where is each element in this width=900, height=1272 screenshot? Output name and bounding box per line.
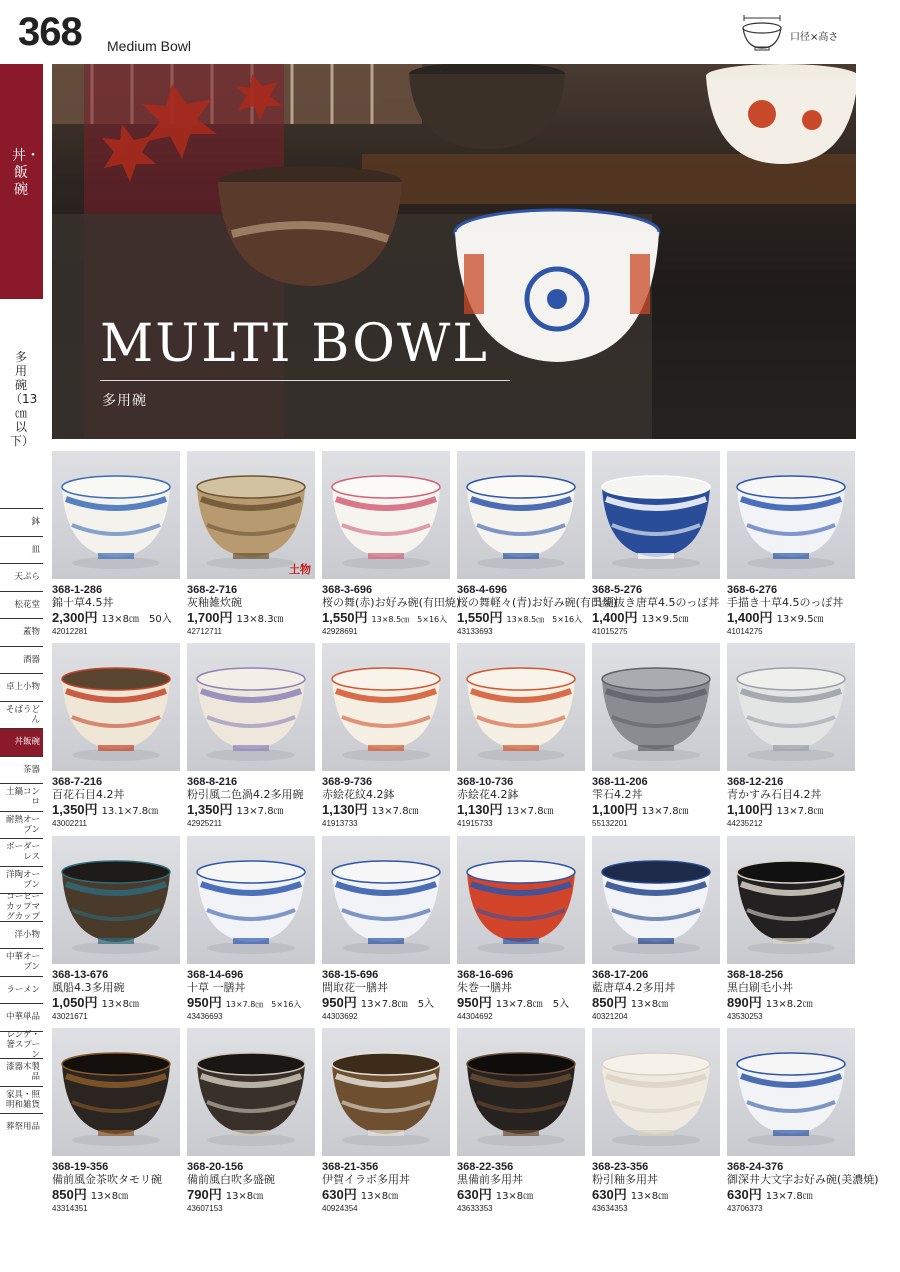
product-photo — [592, 836, 720, 964]
page-title: Medium Bowl — [107, 38, 192, 54]
index-item[interactable]: 酒器 — [0, 646, 43, 674]
product-code: 368-10-736 — [457, 776, 514, 788]
product-photo — [187, 836, 315, 964]
product-price: 1,100円 — [592, 802, 638, 817]
product-code: 368-18-256 — [727, 969, 784, 981]
product-card[interactable] — [592, 836, 720, 1022]
product-spec: 13×8.2㎝ — [765, 999, 813, 1010]
product-photo — [727, 836, 855, 964]
product-photo — [592, 643, 720, 771]
product-photo — [322, 836, 450, 964]
product-spec: 13×8㎝ 50入 — [101, 614, 172, 625]
dimension-legend — [740, 14, 860, 54]
product-card[interactable] — [322, 451, 461, 637]
product-photo — [592, 1028, 720, 1156]
product-price: 2,300円 — [52, 610, 98, 625]
product-code: 368-20-156 — [187, 1161, 244, 1173]
product-name: 百花石目4.2丼 — [52, 788, 125, 801]
product-name: 備前風金茶吹タモリ碗 — [52, 1173, 162, 1186]
product-jan: 41915733 — [457, 819, 493, 828]
product-card[interactable] — [52, 836, 180, 1022]
product-name: 朱巻一膳丼 — [457, 981, 512, 994]
product-jan: 42012281 — [52, 627, 88, 636]
index-item[interactable]: 家具・照明和雑貨 — [0, 1086, 43, 1114]
index-item[interactable]: 漆器木製品 — [0, 1058, 43, 1086]
product-price: 1,050円 — [52, 995, 98, 1010]
price-row — [322, 994, 450, 1012]
product-price: 950円 — [322, 995, 357, 1010]
product-code: 368-13-676 — [52, 969, 109, 981]
product-card[interactable] — [727, 451, 855, 637]
product-spec: 13×8㎝ — [225, 1191, 264, 1202]
product-card[interactable] — [592, 643, 720, 829]
index-item[interactable]: そばうどん — [0, 701, 43, 729]
hero-photo — [52, 64, 856, 439]
product-price: 630円 — [322, 1187, 357, 1202]
product-name: 桜の舞(赤)お好み碗(有田焼) — [322, 596, 461, 609]
product-name: 雫石4.2丼 — [592, 788, 643, 801]
category-tab[interactable] — [0, 64, 43, 299]
index-item[interactable]: 葬祭用品 — [0, 1113, 43, 1141]
product-spec: 13×8.5㎝ 5×16入 — [371, 615, 448, 624]
product-name: 間取花一膳丼 — [322, 981, 388, 994]
product-card[interactable] — [187, 643, 315, 829]
product-price: 630円 — [727, 1187, 762, 1202]
price-row — [52, 994, 180, 1012]
hero-title: MULTI BOWL — [100, 314, 489, 374]
index-item[interactable]: 丼飯碗 — [0, 728, 43, 756]
product-jan: 40321204 — [592, 1012, 628, 1021]
product-jan: 41015275 — [592, 627, 628, 636]
product-spec: 13×9.5㎝ — [776, 614, 824, 625]
product-jan: 43021671 — [52, 1012, 88, 1021]
product-card[interactable] — [592, 451, 720, 637]
index-item[interactable]: 天ぷら — [0, 563, 43, 591]
product-photo — [52, 451, 180, 579]
product-code: 368-22-356 — [457, 1161, 514, 1173]
index-item[interactable]: 松花堂 — [0, 591, 43, 619]
product-card[interactable] — [592, 1028, 720, 1214]
price-row — [187, 609, 315, 627]
product-photo — [457, 643, 585, 771]
index-item[interactable]: 皿 — [0, 536, 43, 564]
product-name: 呉須抜き唐草4.5のっぽ丼 — [592, 596, 720, 609]
product-photo — [727, 643, 855, 771]
price-row — [592, 1186, 720, 1204]
product-card[interactable] — [457, 836, 585, 1022]
product-jan: 40924354 — [322, 1204, 358, 1213]
product-spec: 13×8㎝ — [630, 1191, 669, 1202]
product-code: 368-17-206 — [592, 969, 649, 981]
product-code: 368-15-696 — [322, 969, 379, 981]
price-row — [457, 994, 585, 1012]
product-jan: 42712711 — [187, 627, 222, 636]
price-row — [457, 801, 585, 819]
index-item[interactable]: 鉢 — [0, 508, 43, 536]
product-code: 368-8-216 — [187, 776, 238, 788]
product-card[interactable] — [322, 836, 450, 1022]
product-price: 1,350円 — [187, 802, 233, 817]
product-name: 藍唐草4.2多用丼 — [592, 981, 676, 994]
product-code: 368-14-696 — [187, 969, 244, 981]
product-card[interactable] — [727, 836, 855, 1022]
dimension-legend-label: 口径×高さ — [790, 32, 839, 43]
product-name: 風船4.3多用碗 — [52, 981, 125, 994]
product-card[interactable] — [322, 1028, 450, 1214]
product-spec: 13×7.8㎝ — [371, 806, 419, 817]
category-index — [0, 508, 43, 1141]
product-price: 850円 — [52, 1187, 87, 1202]
index-item[interactable]: ボーダーレス — [0, 838, 43, 866]
index-item[interactable]: ラーメン — [0, 976, 43, 1004]
product-name: 桜の舞軽々(青)お好み碗(有田焼) — [457, 596, 618, 609]
product-spec: 13×8㎝ — [101, 999, 140, 1010]
product-name: 御深井大文字お好み碗(美濃焼) — [727, 1173, 879, 1186]
product-price: 790円 — [187, 1187, 222, 1202]
price-row — [727, 609, 855, 627]
product-jan: 43706373 — [727, 1204, 763, 1213]
product-jan: 43607153 — [187, 1204, 223, 1213]
index-item[interactable]: 耐熱オーブン — [0, 811, 43, 839]
product-jan: 42925211 — [187, 819, 222, 828]
product-photo — [457, 1028, 585, 1156]
product-photo — [52, 836, 180, 964]
product-code: 368-5-276 — [592, 584, 643, 596]
product-photo — [592, 451, 720, 579]
product-jan: 44304692 — [457, 1012, 493, 1021]
product-jan: 43634353 — [592, 1204, 628, 1213]
index-item[interactable]: 土鍋コンロ — [0, 783, 43, 811]
product-code: 368-7-216 — [52, 776, 103, 788]
product-photo — [52, 1028, 180, 1156]
product-name: 十草 一膳丼 — [187, 981, 246, 994]
product-card[interactable] — [457, 643, 585, 829]
product-photo — [187, 643, 315, 771]
product-price: 950円 — [187, 995, 222, 1010]
product-name: 手描き十草4.5のっぽ丼 — [727, 596, 844, 609]
hero-divider — [100, 380, 510, 381]
product-card[interactable] — [52, 643, 180, 829]
index-item[interactable]: 中華オーブン — [0, 948, 43, 976]
product-jan: 41014275 — [727, 627, 763, 636]
product-spec: 13×9.5㎝ — [641, 614, 689, 625]
product-price: 1,350円 — [52, 802, 98, 817]
product-card[interactable] — [187, 836, 315, 1022]
product-name: 錦十草4.5丼 — [52, 596, 114, 609]
product-photo — [52, 643, 180, 771]
product-card[interactable] — [727, 1028, 879, 1214]
product-jan: 44303692 — [322, 1012, 358, 1021]
index-item[interactable]: 中華単品 — [0, 1003, 43, 1031]
product-code: 368-12-216 — [727, 776, 784, 788]
product-code: 368-23-356 — [592, 1161, 649, 1173]
index-item[interactable]: 洋陶オーブン — [0, 866, 43, 894]
hero-subtitle: 多用碗 — [102, 393, 147, 409]
product-photo — [727, 1028, 855, 1156]
page-number: 368 — [18, 10, 82, 54]
price-row — [187, 801, 315, 819]
product-photo — [457, 451, 585, 579]
product-jan: 43436693 — [187, 1012, 223, 1021]
product-jan: 55132201 — [592, 819, 628, 828]
product-jan: 41913733 — [322, 819, 358, 828]
product-jan: 43530253 — [727, 1012, 763, 1021]
price-row — [187, 994, 315, 1012]
index-item[interactable]: コーヒーカップマグカップ — [0, 893, 43, 921]
product-code: 368-6-276 — [727, 584, 778, 596]
product-spec: 13×7.8㎝ 5入 — [495, 999, 570, 1010]
price-row — [727, 801, 855, 819]
product-code: 368-16-696 — [457, 969, 514, 981]
price-row — [592, 994, 720, 1012]
product-price: 1,130円 — [322, 802, 368, 817]
price-row — [457, 609, 585, 627]
subcategory-label: 多用碗（13㎝以下） — [10, 350, 38, 448]
product-spec: 13×8㎝ — [495, 1191, 534, 1202]
product-spec: 13×7.8㎝ — [765, 1191, 813, 1202]
product-price: 950円 — [457, 995, 492, 1010]
product-jan: 44235212 — [727, 819, 763, 828]
product-price: 1,130円 — [457, 802, 503, 817]
product-price: 850円 — [592, 995, 627, 1010]
index-item[interactable]: レンゲ・箸スプーン — [0, 1031, 43, 1059]
product-photo — [187, 1028, 315, 1156]
product-spec: 13×7.8㎝ 5入 — [360, 999, 435, 1010]
product-price: 1,400円 — [592, 610, 638, 625]
product-name: 赤絵花紋4.2鉢 — [322, 788, 395, 801]
price-row — [322, 1186, 450, 1204]
price-row — [187, 1186, 315, 1204]
product-name: 灰釉雑炊碗 — [187, 596, 242, 609]
price-row — [592, 609, 720, 627]
product-spec: 13×8.3㎝ — [236, 614, 284, 625]
price-row — [727, 994, 855, 1012]
product-spec: 13×7.8㎝ 5×16入 — [225, 1000, 302, 1009]
product-card[interactable] — [52, 1028, 180, 1214]
product-photo — [322, 451, 450, 579]
product-code: 368-3-696 — [322, 584, 373, 596]
product-code: 368-21-356 — [322, 1161, 379, 1173]
product-name: 粉引釉多用丼 — [592, 1173, 658, 1186]
product-photo — [187, 451, 315, 579]
product-jan: 42928691 — [322, 627, 358, 636]
product-photo — [322, 643, 450, 771]
product-name: 赤絵花4.2鉢 — [457, 788, 519, 801]
product-jan: 43002211 — [52, 819, 87, 828]
product-card[interactable] — [457, 1028, 585, 1214]
product-name: 青かすみ石目4.2丼 — [727, 788, 822, 801]
price-row — [457, 1186, 585, 1204]
product-price: 630円 — [457, 1187, 492, 1202]
price-row — [52, 801, 180, 819]
product-price: 1,100円 — [727, 802, 773, 817]
product-jan: 43633353 — [457, 1204, 493, 1213]
price-row — [322, 609, 450, 627]
product-price: 1,550円 — [322, 610, 368, 625]
clay-stamp: 土物 — [289, 563, 311, 576]
product-code: 368-19-356 — [52, 1161, 109, 1173]
price-row — [592, 801, 720, 819]
product-price: 1,400円 — [727, 610, 773, 625]
index-item[interactable]: 蓋物 — [0, 618, 43, 646]
product-price: 1,550円 — [457, 610, 503, 625]
product-photo — [457, 836, 585, 964]
product-price: 1,700円 — [187, 610, 233, 625]
product-card[interactable] — [52, 451, 180, 637]
product-code: 368-1-286 — [52, 584, 103, 596]
product-name: 黒白刷毛小丼 — [727, 981, 793, 994]
bowl-outline-icon — [740, 14, 784, 54]
product-name: 伊賀イラボ多用丼 — [322, 1173, 410, 1186]
price-row — [727, 1186, 855, 1204]
product-spec: 13×7.8㎝ — [236, 806, 284, 817]
index-item[interactable]: 洋小物 — [0, 921, 43, 949]
product-code: 368-4-696 — [457, 584, 508, 596]
product-spec: 13.1×7.8㎝ — [101, 806, 159, 817]
product-price: 630円 — [592, 1187, 627, 1202]
price-row — [52, 609, 180, 627]
product-code: 368-11-206 — [592, 776, 648, 788]
product-spec: 13×8.5㎝ 5×16入 — [506, 615, 583, 624]
index-item[interactable]: 卓上小物 — [0, 673, 43, 701]
product-code: 368-2-716 — [187, 584, 238, 596]
product-spec: 13×8㎝ — [90, 1191, 129, 1202]
index-item[interactable]: 茶器 — [0, 756, 43, 784]
product-code: 368-24-376 — [727, 1161, 784, 1173]
category-tab-label: 丼・飯碗 — [12, 148, 40, 198]
product-spec: 13×8㎝ — [360, 1191, 399, 1202]
product-card[interactable] — [322, 643, 450, 829]
product-spec: 13×7.8㎝ — [506, 806, 554, 817]
product-spec: 13×7.8㎝ — [776, 806, 824, 817]
product-price: 890円 — [727, 995, 762, 1010]
product-name: 備前風白吹多盛碗 — [187, 1173, 275, 1186]
product-name: 黒備前多用丼 — [457, 1173, 523, 1186]
product-photo — [727, 451, 855, 579]
product-jan: 43314351 — [52, 1204, 88, 1213]
product-card[interactable] — [727, 643, 855, 829]
product-code: 368-9-736 — [322, 776, 373, 788]
product-spec: 13×8㎝ — [630, 999, 669, 1010]
product-card[interactable] — [187, 1028, 315, 1214]
product-name: 粉引風二色渦4.2多用碗 — [187, 788, 304, 801]
product-card[interactable] — [187, 451, 315, 637]
product-spec: 13×7.8㎝ — [641, 806, 689, 817]
product-jan: 43133693 — [457, 627, 493, 636]
price-row — [52, 1186, 180, 1204]
hero-image — [52, 64, 856, 439]
price-row — [322, 801, 450, 819]
product-photo — [322, 1028, 450, 1156]
